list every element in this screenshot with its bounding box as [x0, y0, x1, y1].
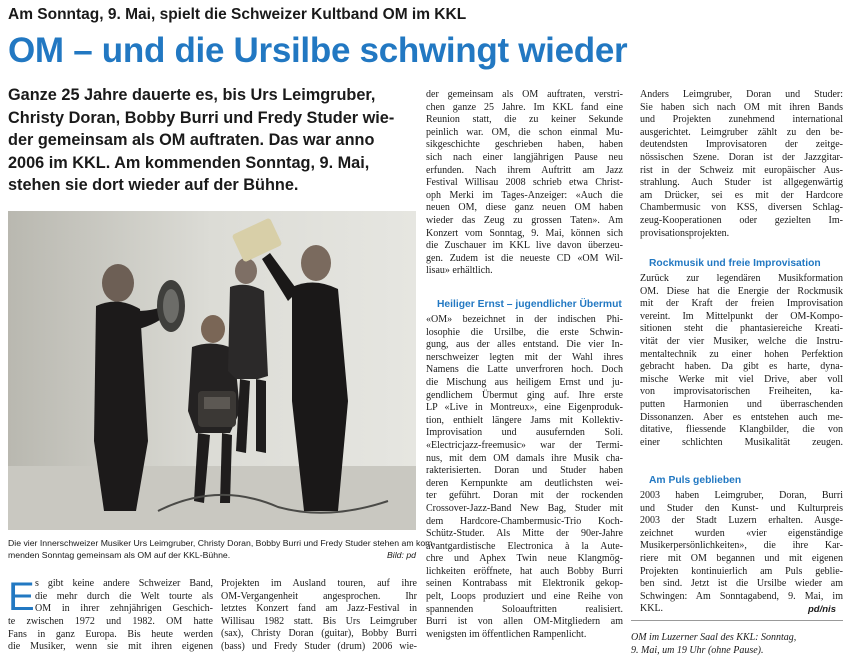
text-line: sikgeschichte geschrieben haben, haben: [426, 139, 623, 151]
text-line: chen ganze 25 Jahre. Im KKL fand eine: [426, 101, 623, 113]
text-line: von improvisatorischen Freiheiten, ka-: [640, 386, 843, 398]
text-line: Namens die Latte unverfroren hoch. Doch: [426, 364, 623, 376]
text-line: losophie die Ursilbe, die erste Schwin-: [426, 326, 623, 338]
text-line: tion, enthielt längere Jams mit Kollektiv-: [426, 414, 623, 426]
text-line: einer schlichten Musikalität zeugen.: [640, 436, 843, 448]
text-line: Projekten kontinuierlich am Puls geblie-: [640, 565, 843, 577]
text-line: deren Kernpunkte am deutlichsten wei-: [426, 477, 623, 489]
article-column-1-continued: [8, 616, 213, 654]
note-line: 9. Mai, um 19 Uhr (ohne Pause).: [631, 644, 764, 656]
text-line: putten Harmonien und überraschenden: [640, 398, 843, 410]
lead-line: 2006 im KKL. Am kommenden Sonntag, 9. Mai,: [8, 153, 370, 172]
caption-line: menden Sonntag gemeinsam als OM auf der KKL-Bühne.: [8, 550, 231, 560]
text-line: dem Hardcore-Chambermusic-Trio Koch-: [426, 515, 623, 527]
article-column-1: [35, 578, 213, 616]
text-line: strahlung. Auch Studer ist allgegenwärtig: [640, 177, 843, 189]
lead-line: Christy Doran, Bobby Burri und Fredy Studer wie-: [8, 108, 395, 127]
subheading-heiliger-ernst: Heiliger Ernst – jugendlicher Übermut: [437, 299, 622, 310]
text-line: Reunion statt, die zu keiner Sekunde: [426, 114, 623, 126]
text-line: vität der vier Musiker, welche die Instru-: [640, 335, 843, 347]
text-line: OM in ihrer zehnjährigen Geschich-: [35, 603, 213, 615]
text-line: Improvisation und ausufernden Soli.: [426, 427, 623, 439]
text-line: Schwingen: Am Sonntagabend, 9. Mai, im: [640, 590, 843, 602]
text-line: provisationsprojekten.: [640, 227, 730, 239]
text-line: ausgerichtet. Leimgruber zählt zu den be-: [640, 126, 843, 138]
text-line: OM. Diese hat die Energie der Rockmusik: [640, 285, 843, 297]
text-line: letztes Konzert fand am Jazz-Festival in: [221, 603, 417, 615]
lead-paragraph: [8, 84, 413, 197]
caption-line: Die vier Innerschweizer Musiker Urs Leimgruber, Christy Doran, Bobby Burri und Fredy Studer stehen am kom-: [8, 538, 436, 548]
text-line: zeichnet wurden «vier eigenständige: [640, 527, 843, 539]
text-line: nössischen Szene. Doran ist der Jazzgitar-: [640, 151, 843, 163]
text-line: «OM» bezeichnet in der indischen Phi-: [426, 314, 623, 325]
event-note: [631, 632, 843, 657]
text-line: die Musiker, wenn sie mit ihren eigenen: [8, 641, 213, 653]
text-line: s gibt keine andere Schweizer Band,: [35, 578, 213, 589]
text-line: deutendsten Improvisatoren der zeitge-: [640, 139, 843, 151]
text-line: mentaltechnik zu einer hohen Perfektion: [640, 348, 843, 360]
article-column-3-part-2: [426, 314, 623, 641]
text-line: mit der Kraft der freien Improvisation: [640, 298, 843, 310]
text-line: «Electricjazz-freemusic» war der Termi-: [426, 439, 623, 451]
text-line: Anders Leimgruber, Doran und Studer:: [640, 89, 843, 100]
lead-line: stehen sie dort wieder auf der Bühne.: [8, 176, 299, 195]
text-line: Sie haben sich nach OM mit ihren Bands: [640, 101, 843, 113]
note-divider: [631, 620, 843, 621]
text-line: neuen OM, diese ganz neuen OM haben: [426, 202, 623, 214]
text-line: rist in der Schweiz mit europäischer Aus-: [640, 164, 843, 176]
lead-line: der gemeinsam als OM auftraten. Das war anno: [8, 131, 375, 150]
text-line: mische Werke mit viel Drive, aber voll: [640, 373, 843, 385]
text-line: (bass) und Fredy Studer (drum) 2006 wie-: [221, 640, 417, 652]
text-line: vereint. Im Mittelpunkt der OM-Kompo-: [640, 310, 843, 322]
text-line: spannenden Soloauftritten realisiert.: [426, 603, 623, 615]
text-line: chre und Aphex Twin neue Klangmög-: [426, 553, 623, 565]
text-line: gen. Zudem ist die neueste CD «OM Wil-: [426, 252, 623, 264]
text-line: sitionen steht die phantasiereiche Kreati-: [640, 323, 843, 335]
text-line: nus, mit dem OM damals ihre Musik cha-: [426, 452, 623, 464]
text-line: ditative, fliessende Klangbilder, die von: [640, 424, 843, 436]
text-line: 2003 der Stadt Luzern erhalten. Ausge-: [640, 515, 843, 527]
text-line: rakterisierten. Doran und Studer haben: [426, 465, 623, 477]
text-line: nerschweizer legten mit der Wahl ihres: [426, 351, 623, 363]
text-line: lichkeiten eröffnete, hat auch Bobby Burri: [426, 565, 623, 577]
text-line: pelt, Loops produziert und eine Reihe von: [426, 591, 623, 603]
text-line: wieder das Zeug zu grossen Taten». Am: [426, 214, 623, 226]
text-line: lisau» erhältlich.: [426, 265, 493, 277]
subheading-am-puls: Am Puls geblieben: [649, 475, 742, 486]
article-column-4: [640, 89, 843, 240]
headline: OM – und die Ursilbe schwingt wieder: [8, 31, 628, 70]
text-line: gebracht haben. Da gibt es harte, dyna-: [640, 361, 843, 373]
text-line: Projekten im Ausland touren, auf ihre: [221, 578, 417, 589]
text-line: peinlich war. OM, die schon einmal Mu-: [426, 126, 623, 138]
article-column-3: [426, 89, 623, 278]
text-line: der gemeinsam als OM auftraten, verstri-: [426, 89, 623, 100]
photo-credit: Bild: pd: [387, 550, 416, 560]
text-line: Zurück zur legendären Musikformation: [640, 273, 843, 284]
text-line: Musikerpersönlichkeiten», die ihre Kar-: [640, 540, 843, 552]
photo-caption: [8, 537, 436, 561]
text-line: sich nach einer langjährigen Pause neu: [426, 151, 623, 163]
text-line: 2003 haben Leimgruber, Doran, Burri: [640, 490, 843, 501]
text-line: erfunden. Nach ihrem Auftritt am Jazz: [426, 164, 623, 176]
lead-line: Ganze 25 Jahre dauerte es, bis Urs Leimgruber,: [8, 86, 376, 104]
text-line: und Projekten zunehmend international: [640, 114, 843, 126]
text-line: Willisau 1982 statt. Bis Urs Leimgruber: [221, 615, 417, 627]
text-line: Dissonanzen. Aber es entstehen auch me-: [640, 411, 843, 423]
article-column-2: [221, 578, 417, 654]
author-signature: pd/nis: [808, 604, 836, 615]
text-line: die Zuschauer im KKL live davon überzeu-: [426, 240, 623, 252]
text-line: zeug-Kooperationen oder gezielten Im-: [640, 214, 843, 226]
kicker: Am Sonntag, 9. Mai, spielt die Schweizer Kultband OM im KKL: [8, 6, 467, 23]
note-line: OM im Luzerner Saal des KKL: Sonntag,: [631, 632, 797, 643]
text-line: Konzert vom Sonntag, 9. Mai, können sich: [426, 227, 623, 239]
text-line: am Drücker, sei es mit der Hardcore: [640, 189, 843, 201]
dropcap: E: [8, 575, 35, 619]
text-line: LP «Live in Montreux», eine Eigenproduk-: [426, 402, 623, 414]
text-line: avantgardistische Electronica à la Aute-: [426, 540, 623, 552]
text-line: die Mischung aus heiligem Ernst und ju-: [426, 376, 623, 388]
text-line: ter geführt. Doran mit der rockenden: [426, 490, 623, 502]
text-line: (sax), Christy Doran (guitar), Bobby Burri: [221, 628, 417, 640]
text-line: gendlichem Übermut ging auf. Ihre erste: [426, 389, 623, 401]
text-line: ben sind. Jetzt ist die Ursilbe wieder am: [640, 578, 843, 590]
text-line: seinen Kontrabass mit Elektronik gekop-: [426, 578, 623, 590]
text-line: Chambermusic von KSS, diversen Schlag-: [640, 202, 843, 214]
text-line: Schütz-Studer. Als Mitte der 90er-Jahre: [426, 528, 623, 540]
text-line: und Studer den Kunst- und Kulturpreis: [640, 502, 843, 514]
text-line: gung, aus der alles entstand. Die vier In-: [426, 339, 623, 351]
text-line: Fans in ganz Europa. Bis heute werden: [8, 628, 213, 640]
article-column-4-part-3: [640, 490, 843, 616]
band-photo: [8, 211, 416, 530]
text-line: KKL.: [640, 603, 664, 615]
article-column-4-part-2: [640, 273, 843, 449]
text-line: oph Merki im Tages-Anzeiger: «Auch die: [426, 189, 623, 201]
text-line: Burri ist von allen OM-Mitgliedern am: [426, 616, 623, 628]
text-line: wenigsten im öffentlichen Rampenlicht.: [426, 628, 587, 640]
text-line: OM-Vergangenheit angesprochen. Ihr: [221, 590, 417, 602]
text-line: die mehr durch die Welt tourte als: [35, 590, 213, 602]
subheading-rockmusik: Rockmusik und freie Improvisation: [649, 258, 821, 269]
text-line: te zwischen 1972 und 1982. OM hatte: [8, 616, 213, 627]
text-line: Crossover-Jazz-Band New Bag, Studer mit: [426, 502, 623, 514]
text-line: Festival Willisau 2008 schrieb etwa Christ-: [426, 177, 623, 189]
text-line: riere mit OM begannen und mit eigenen: [640, 552, 843, 564]
band-photo-illustration: [8, 211, 416, 530]
